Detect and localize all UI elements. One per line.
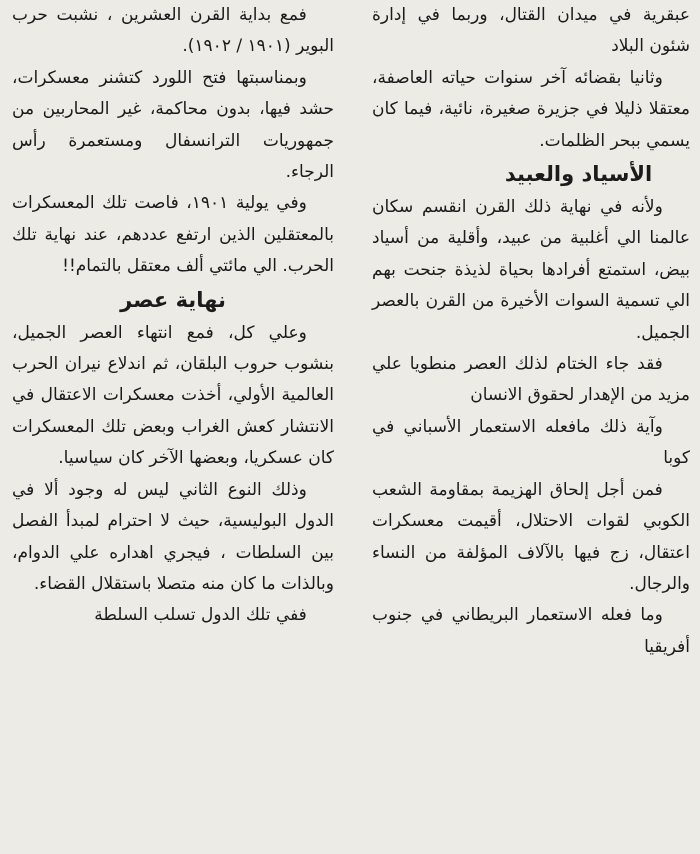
section-heading: نهاية عصر	[120, 287, 226, 312]
paragraph: فمن أجل إلحاق الهزيمة بمقاومة الشعب الكوبي لقوات الاحتلال، أقيمت معسكرات اعتقال، زج فيها بالآلاف المؤلفة من النساء والرجال.	[372, 479, 690, 594]
paragraph: وآية ذلك مافعله الاستعمار الأسباني في كوبا	[372, 416, 690, 469]
paragraph: فقد جاء الختام لذلك العصر منطويا علي مزيد من الإهدار لحقوق الانسان	[372, 354, 690, 406]
paragraph: عبقرية في ميدان القتال، وربما في إدارة شئون البلاد	[372, 5, 690, 57]
paragraph: وفي يولية ١٩٠١، فاصت تلك المعسكرات بالمعتقلين الذين ارتفع عددهم، عند نهاية تلك الحرب. الي مائتي ألف معتقل بالتمام!!	[12, 193, 334, 277]
paragraph: وذلك النوع الثاني ليس له وجود ألا في الدول البوليسية، حيث لا احترام لمبدأ الفصل بين السلطات ، فيجري اهداره علي الدوام، وبالذات ما كان منه متصلا باستقلال القضاء.	[12, 479, 334, 594]
right-column	[372, 0, 690, 663]
paragraph: ففي تلك الدول تسلب السلطة	[94, 605, 307, 626]
paragraph: وبمناسبتها فتح اللورد كتشنر معسكرات، حشد فيها، بدون محاكمة، غير المحاربين من جمهوريات الترانسفال ومستعمرة رأس الرجاء.	[12, 67, 334, 183]
paragraph: وما فعله الاستعمار البريطاني في جنوب أفريقيا	[372, 605, 690, 657]
section-heading: الأسياد والعبيد	[504, 162, 653, 187]
paragraph: فمع بداية القرن العشرين ، نشبت حرب البوير (١٩٠١ / ١٩٠٢).	[12, 5, 334, 57]
paragraph: وثانيا بقضائه آخر سنوات حياته العاصفة، معتقلا ذليلا في جزيرة صغيرة، نائية، فيما كان يسمي ببحر الظلمات.	[372, 67, 690, 151]
paragraph: ولأنه في نهاية ذلك القرن انقسم سكان عالمنا الي أغلبية من عبيد، وأقلية من أسياد بيض، استمتع أفرادها بحياة لذيذة جنحت بهم الي تسمية السوات الأخيرة من القرن بالعصر الجميل.	[372, 197, 690, 343]
paragraph: وعلي كل، فمع انتهاء العصر الجميل، بنشوب حروب البلقان، ثم اندلاع نيران الحرب العالمية الأولي، أخذت معسكرات الاعتقال في الانتشار كعش الغراب وبعض تلك المعسكرات كان عسكريا، وبعضها الآخر كان سياسيا.	[12, 322, 334, 469]
left-column	[12, 0, 334, 632]
